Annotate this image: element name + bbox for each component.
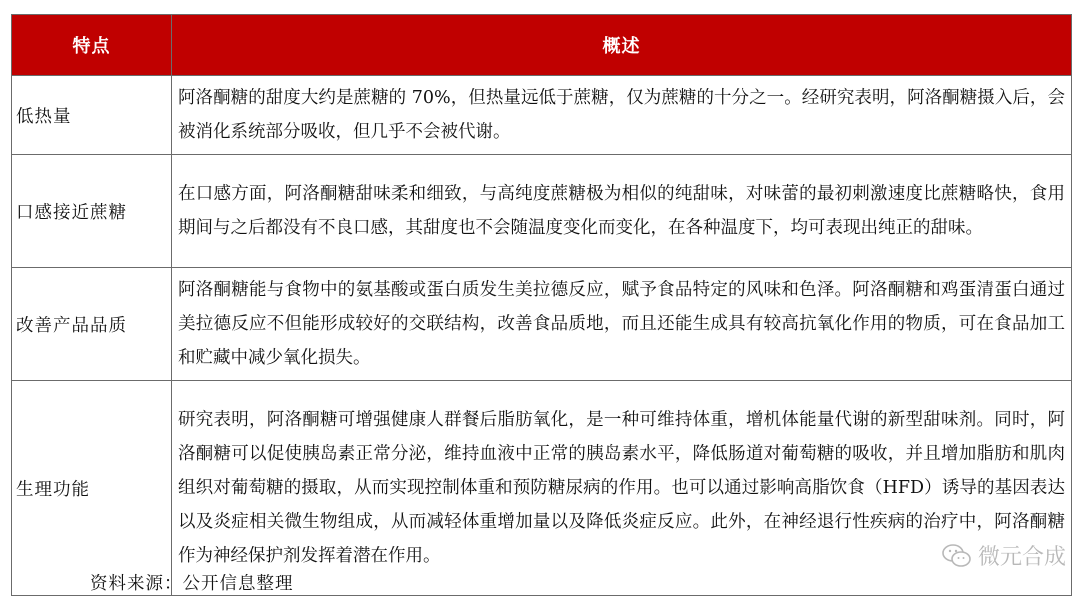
description-cell: 阿洛酮糖的甜度大约是蔗糖的 70%，但热量远低于蔗糖，仅为蔗糖的十分之一。经研究表明，阿洛酮糖摄入后，会被消化系统部分吸收，但几乎不会被代谢。 [172, 76, 1072, 155]
watermark [942, 540, 1066, 571]
header-feature: 特点 [12, 15, 172, 76]
table-row [12, 268, 1072, 381]
description-cell: 阿洛酮糖能与食物中的氨基酸或蛋白质发生美拉德反应，赋予食品特定的风味和色泽。阿洛酮糖和鸡蛋清蛋白通过美拉德反应不但能形成较好的交联结构，改善食品质地，而且还能生成具有较高抗氧化作用的物质，可在食品加工和贮藏中减少氧化损失。 [172, 268, 1072, 381]
feature-cell: 生理功能 [12, 381, 172, 596]
feature-cell: 低热量 [12, 76, 172, 155]
table-row [12, 381, 1072, 596]
header-description: 概述 [172, 15, 1072, 76]
feature-cell: 改善产品品质 [12, 268, 172, 381]
wechat-icon [942, 543, 972, 569]
watermark-text: 微元合成 [977, 545, 1066, 570]
table-row [12, 155, 1072, 268]
description-cell: 在口感方面，阿洛酮糖甜味柔和细致，与高纯度蔗糖极为相似的纯甜味，对味蕾的最初刺激速度比蔗糖略快，食用期间与之后都没有不良口感，其甜度也不会随温度变化而变化，在各种温度下，均可表现出纯正的甜味。 [172, 155, 1072, 268]
table-row [12, 76, 1072, 155]
table-header-row [12, 15, 1072, 76]
source-note: 资料来源：公开信息整理 [90, 574, 294, 594]
feature-table-container [11, 14, 1071, 596]
feature-cell: 口感接近蔗糖 [12, 155, 172, 268]
description-cell: 研究表明，阿洛酮糖可增强健康人群餐后脂肪氧化，是一种可维持体重，增机体能量代谢的新型甜味剂。同时，阿洛酮糖可以促使胰岛素正常分泌，维持血液中正常的胰岛素水平，降低肠道对葡萄糖的吸收，并且增加脂肪和肌肉组织对葡萄糖的摄取，从而实现控制体重和预防糖尿病的作用。也可以通过影响高脂饮食（HFD）诱导的基因表达以及炎症相关微生物组成，从而减轻体重增加量以及降低炎症反应。此外，在神经退行性疾病的治疗中，阿洛酮糖作为神经保护剂发挥着潜在作用。 [172, 381, 1072, 596]
feature-table [11, 14, 1072, 596]
